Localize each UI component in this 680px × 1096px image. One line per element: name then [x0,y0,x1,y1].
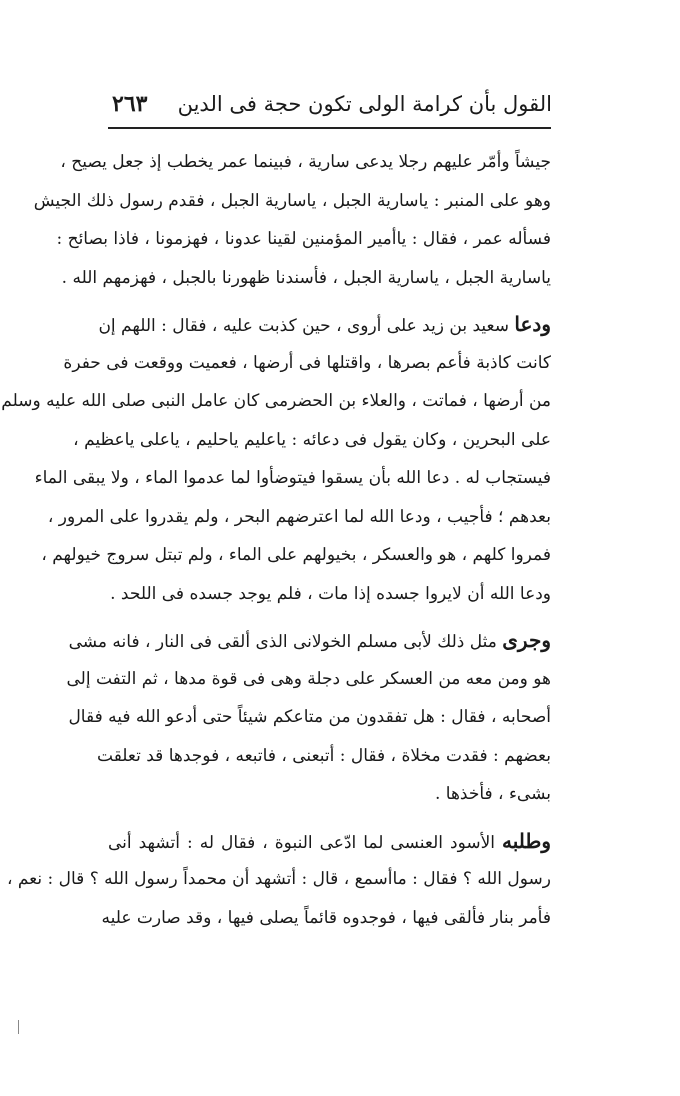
text-line: جيشاً وأمّر عليهم رجلا يدعى سارية ، فبينما عمر يخطب إذ جعل يصيح ، [60,152,551,172]
text-line: على البحرين ، وكان يقول فى دعائه : ياعليم ياحليم ، ياعلى ياعظيم ، [73,429,551,450]
header-rule [108,127,551,129]
text-line: وهو على المنبر : ياسارية الجبل ، ياسارية الجبل ، فقدم رسول ذلك الجيش [33,190,551,211]
line-text: الأسود العنسى لما ادّعى النبوة ، فقال له : أتشهد أنى [108,832,496,853]
paragraph-lead-word: ودعا [514,312,551,336]
page-number: ٢٦٣ [112,91,148,117]
line-text: سعيد بن زيد على أروى ، حين كذبت عليه ، فقال : اللهم إن [98,316,509,336]
running-title: القول بأن كرامة الولى تكون حجة فى الدين [177,92,552,116]
text-line: من أرضها ، فماتت ، والعلاء بن الحضرمى كان عامل النبى صلى الله عليه وسلم [1,391,551,411]
paragraph-1 [33,143,551,297]
text-line: بعدهم ؛ فأجيب ، ودعا الله لما اعترضهم البحر ، ولم يقدروا على المرور ، [47,506,551,527]
text-line: فيستجاب له . دعا الله بأن يسقوا فيتوضأوا لما عدموا الماء ، ولا يبقى الماء [34,468,551,488]
text-line [68,621,551,660]
paragraph-lead-word: وجرى [502,628,551,652]
text-line: هو ومن معه من العسكر على دجلة وهى فى قوة مدها ، ثم التفت إلى [66,668,551,689]
text-line: أصحابه ، فقال : هل تفقدون من متاعكم شيئاً حتى أدعو الله فيه فقال [68,707,551,727]
text-line: فأمر بنار فألقى فيها ، فوجدوه قائماً يصلى فيها ، وقد صارت عليه [101,907,551,928]
text-line: كانت كاذبة فأعم بصرها ، واقتلها فى أرضها ، فعميت ووقعت فى حفرة [63,352,551,373]
paragraph-lead-word: وطلبه [502,828,552,853]
paragraph-4 [6,822,552,938]
text-line: بشىء ، فأخذها . [434,784,551,804]
text-line: بعضهم : فقدت مخلاة ، فقال : أتبعنى ، فاتبعه ، فوجدها قد تعلقت [97,745,551,766]
text-line: ياسارية الجبل ، ياسارية الجبل ، فأسندنا ظهورنا بالجبل ، فهزمهم الله . [61,267,551,288]
text-line: فسأله عمر ، فقال : ياأمير المؤمنين لقينا عدونا ، فهزمونا ، فاذا بصائح : [56,229,551,249]
body-text [1,143,552,937]
text-line: فمروا كلهم ، هو والعسكر ، بخيولهم على الماء ، ولم تبتل سروج خيولهم ، [41,545,551,565]
paragraph-3 [66,621,551,814]
text-line [108,822,551,861]
text-line [98,305,551,344]
text-line: ودعا الله أن لايروا جسده إذا مات ، فلم يوجد جسده فى اللحد . [110,583,551,604]
page-edge-mark [18,1020,19,1034]
line-text: مثل ذلك لأبى مسلم الخولانى الذى ألقى فى النار ، فانه مشى [68,632,497,652]
text-line: رسول الله ؟ فقال : ماأسمع ، قال : أتشهد أن محمداً رسول الله ؟ قال : نعم ، [6,869,551,889]
page-header [112,86,552,126]
paragraph-2 [1,305,551,613]
